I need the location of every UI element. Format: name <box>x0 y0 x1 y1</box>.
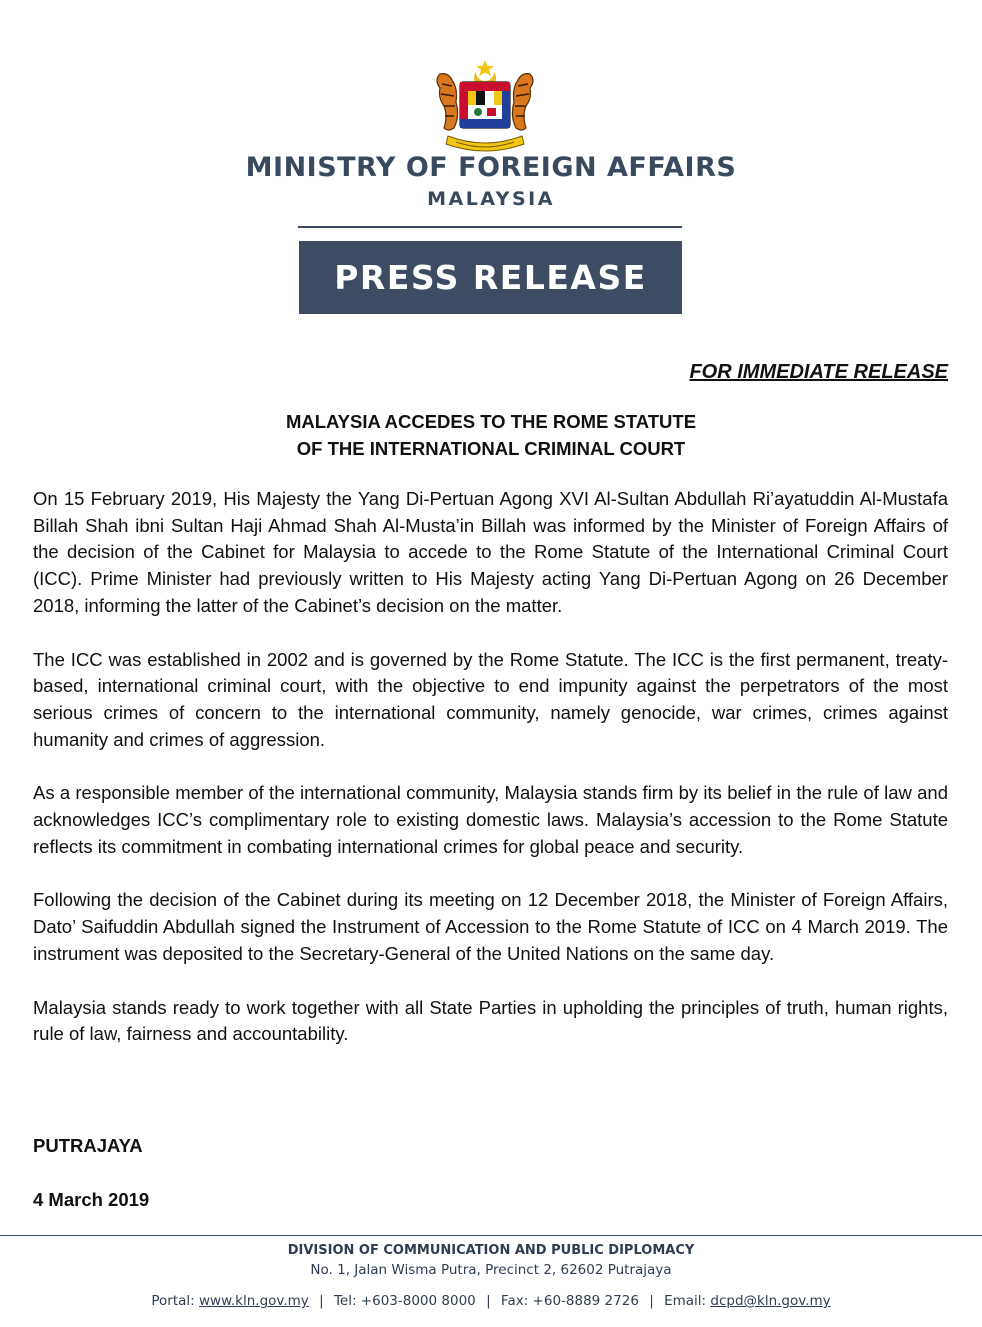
headline-line-2: OF THE INTERNATIONAL CRIMINAL COURT <box>296 438 686 459</box>
body-text <box>33 486 948 1075</box>
fax-number: Fax: +60-8889 2726 <box>500 1293 639 1309</box>
ministry-name: MINISTRY OF FOREIGN AFFAIRS <box>245 152 737 183</box>
separator: | <box>319 1293 324 1309</box>
portal-label: Portal: <box>151 1293 195 1309</box>
malaysia-coat-of-arms-icon <box>426 58 544 154</box>
footer-divider <box>0 1235 982 1236</box>
paragraph-2: The ICC was established in 2002 and is governed by the Rome Statute. The ICC is the first permanent, treaty-based, international criminal court, with the objective to end impunity against the perpetrators of the most serious crimes of concern to the international community, namely genocide, war crimes, crimes against humanity and crimes of aggression. <box>33 648 948 750</box>
separator: | <box>649 1293 654 1309</box>
email-link[interactable]: dcpd@kln.gov.my <box>710 1293 831 1309</box>
headline <box>0 408 982 462</box>
dateline-date: 4 March 2019 <box>33 1189 150 1210</box>
paragraph-4: Following the decision of the Cabinet during its meeting on 12 December 2018, the Minister of Foreign Affairs, Dato’ Saifuddin Abdullah signed the Instrument of Accession to the Rome Statute of ICC on 4 March 2019. The instrument was deposited to the Secretary-General of the United Nations on the same day. <box>33 889 948 964</box>
email-label: Email: <box>664 1293 707 1309</box>
press-release-banner: PRESS RELEASE <box>299 241 682 314</box>
footer-contact <box>0 1293 982 1309</box>
separator: | <box>486 1293 491 1309</box>
portal-link[interactable]: www.kln.gov.my <box>199 1293 309 1309</box>
paragraph-5: Malaysia stands ready to work together with all State Parties in upholding the principles of truth, human rights, rule of law, fairness and accountability. <box>33 996 948 1045</box>
tel-number: Tel: +603-8000 8000 <box>333 1293 476 1309</box>
paragraph-3: As a responsible member of the international community, Malaysia stands firm by its belief in the rule of law and acknowledges ICC’s complimentary role to existing domestic laws. Malaysia’s accession to the Rome Statute reflects its commitment in combating international crimes for global peace and security. <box>33 782 948 857</box>
release-label: FOR IMMEDIATE RELEASE <box>689 361 948 383</box>
header-divider <box>298 226 682 228</box>
footer-address: No. 1, Jalan Wisma Putra, Precinct 2, 62602 Putrajaya <box>310 1262 672 1278</box>
headline-line-1: MALAYSIA ACCEDES TO THE ROME STATUTE <box>285 411 697 432</box>
paragraph-1: On 15 February 2019, His Majesty the Yang Di-Pertuan Agong XVI Al-Sultan Abdullah Ri’ayatuddin Al-Mustafa Billah Shah ibni Sultan Haji Ahmad Shah Al-Musta’in Billah was informed by the Minister of Foreign Affairs of the decision of the Cabinet for Malaysia to accede to the Rome Statute of the International Criminal Court (ICC). Prime Minister had previously written to His Majesty acting Yang Di-Pertuan Agong on 26 December 2018, informing the latter of the Cabinet’s decision on the matter. <box>33 488 948 616</box>
dateline-place: PUTRAJAYA <box>33 1135 143 1156</box>
ministry-country: MALAYSIA <box>427 188 555 210</box>
footer-division: DIVISION OF COMMUNICATION AND PUBLIC DIPLOMACY <box>287 1243 695 1258</box>
